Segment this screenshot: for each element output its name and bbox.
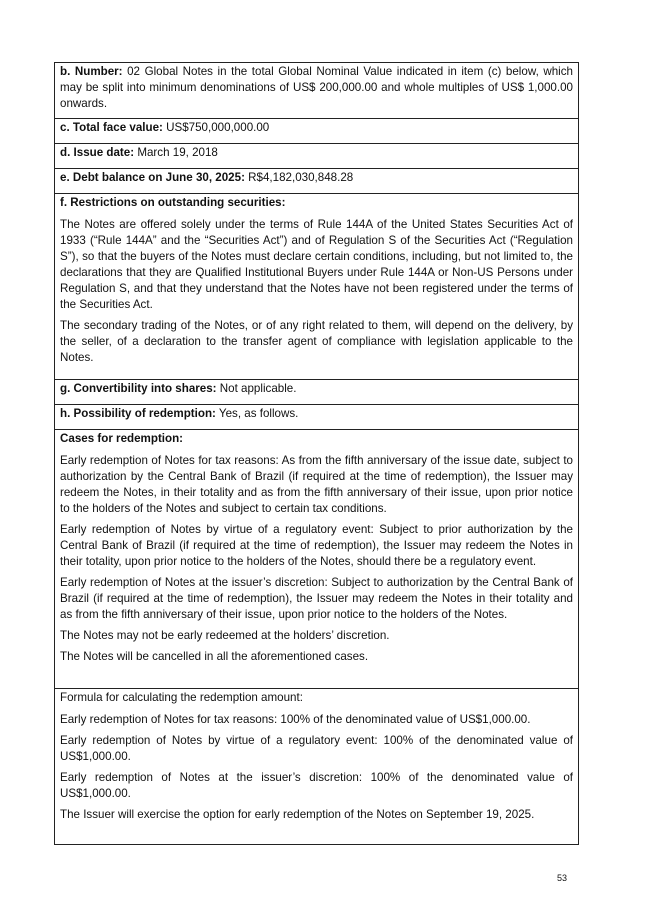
page-number: 53: [557, 873, 568, 883]
paragraph: Early redemption of Notes at the issuer’s discretion: 100% of the denominated value of US$1,000.00.: [60, 771, 573, 800]
label: b. Number:: [60, 65, 123, 78]
row-cases-for-redemption: [55, 430, 578, 689]
paragraph: Early redemption of Notes at the issuer’s discretion: Subject to authorization by the Central Bank of Brazil (if required at the time of redemption), the Issuer may redeem the Notes in their totality and as from the fifth anniversary of their issue, upon prior notice to the holders of the Notes.: [60, 576, 573, 621]
row-formula: [55, 689, 578, 845]
paragraph: The Notes will be cancelled in all the aforementioned cases.: [60, 650, 369, 663]
label: e. Debt balance on June 30, 2025:: [60, 171, 245, 184]
paragraph: Early redemption of Notes for tax reasons: 100% of the denominated value of US$1,000.00.: [60, 713, 531, 726]
value: Yes, as follows.: [215, 407, 299, 420]
row-redemption: [55, 405, 578, 430]
label: Cases for redemption:: [60, 432, 184, 445]
value: US$750,000,000.00: [162, 121, 270, 134]
label: g. Convertibility into shares:: [60, 382, 217, 395]
paragraph: The secondary trading of the Notes, or of any right related to them, will depend on the delivery, by the seller, of a declaration to the transfer agent of compliance with legislation applicable to the Notes.: [60, 319, 573, 364]
notes-table: [54, 62, 579, 845]
paragraph: Early redemption of Notes by virtue of a regulatory event: Subject to prior authorization by the Central Bank of Brazil (if required at the time of redemption), the Issuer may redeem the Notes in their totality, upon prior notice to the holders of the Notes, should there be a regulatory event.: [60, 523, 573, 568]
value: Not applicable.: [216, 382, 297, 395]
label: h. Possibility of redemption:: [60, 407, 216, 420]
value: 02 Global Notes in the total Global Nominal Value indicated in item (c) below, which may be split into minimum denominations of US$ 200,000.00 and whole multiples of US$ 1,000.00 onwards.: [60, 65, 573, 110]
label: f. Restrictions on outstanding securities:: [60, 196, 286, 209]
row-number: [55, 63, 578, 119]
row-restrictions: [55, 194, 578, 380]
label: c. Total face value:: [60, 121, 163, 134]
row-issue-date: [55, 144, 578, 169]
value: R$4,182,030,848.28: [244, 171, 354, 184]
row-convertibility: [55, 380, 578, 405]
paragraph: The Issuer will exercise the option for early redemption of the Notes on September 19, 2025.: [60, 808, 535, 821]
value: March 19, 2018: [134, 146, 218, 159]
row-total-face-value: [55, 119, 578, 144]
label: Formula for calculating the redemption amount:: [60, 691, 303, 704]
label: d. Issue date:: [60, 146, 135, 159]
paragraph: The Notes are offered solely under the terms of Rule 144A of the United States Securities Act of 1933 (“Rule 144A” and the “Securities Act”) and of Regulation S of the Securities Act (“Regulation S”), so that the buyers of the Notes must declare certain conditions, including, but not limited to, the declarations that they are Qualified Institutional Buyers under Rule 144A or Non-US Persons under Regulation S, and that they understand that the Notes have not been registered under the terms of the Securities Act.: [60, 218, 573, 311]
paragraph: The Notes may not be early redeemed at the holders’ discretion.: [60, 629, 390, 642]
paragraph: Early redemption of Notes by virtue of a regulatory event: 100% of the denominated value of US$1,000.00.: [60, 734, 573, 763]
paragraph: Early redemption of Notes for tax reasons: As from the fifth anniversary of the issue date, subject to authorization by the Central Bank of Brazil (if required at the time of redemption), the Issuer may redeem the Notes, in their totality and as from the fifth anniversary of their issue, upon prior notice to the holders of the Notes and subject to certain tax conditions.: [60, 454, 573, 515]
row-debt-balance: [55, 169, 578, 194]
